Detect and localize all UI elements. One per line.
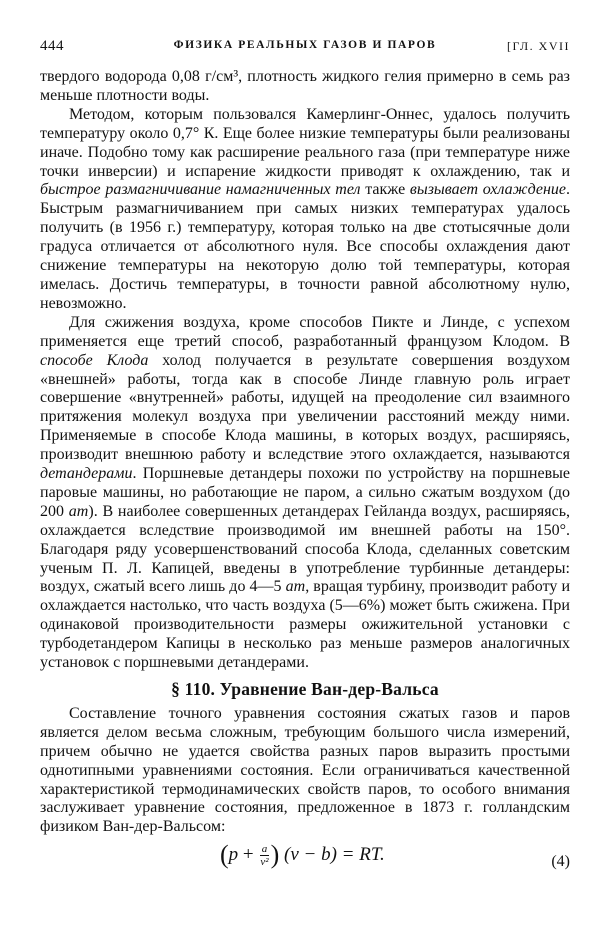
page-body bbox=[40, 68, 570, 881]
text-span: Для сжижения воздуха, кроме способов Пикте и Линде, с успехом применяется еще третий способ, разработанный французом Клодом. В bbox=[40, 313, 570, 350]
eq-rhs: = RT. bbox=[341, 844, 385, 866]
italic-unit: ат bbox=[285, 578, 306, 596]
eq-numerator: a bbox=[261, 843, 268, 856]
eq-p: p bbox=[228, 844, 239, 866]
open-paren: ( bbox=[220, 840, 229, 870]
text-span: также bbox=[360, 181, 410, 199]
paragraph-van-der-waals: Составление точного уравнения состояния сжатых газов и паров является делом весьма сложным, требующим большого числа измерений, причем обычно не удается свойства разных паров выразить простыми однотипными уравнениями состояния. Если ограничиваться качественной характеристикой термодинамических свойств паров, то особого внимания заслуживает уравнение состояния, предложенное в 1873 г. голландским физиком Ван-дер-Вальсом: bbox=[40, 704, 570, 836]
page-number: 444 bbox=[40, 38, 64, 54]
paragraph-continuation: твердого водорода 0,08 г/см³, плотность жидкого гелия примерно в семь раз меньше плотности воды. bbox=[40, 68, 570, 104]
text-span: , вращая турбину, производит работу и охлаждается настолько, что часть воздуха (5—6%) может быть сжижена. При одинаковой производительности размеры ожижительной установки с турбодетандером Капицы в несколько раз меньше размеров аналогичных установок с поршневыми детандерами. bbox=[40, 578, 571, 672]
running-head bbox=[40, 38, 570, 58]
eq-fraction bbox=[260, 843, 268, 868]
italic-unit: ат bbox=[68, 502, 89, 520]
paragraph-claude-method bbox=[40, 314, 570, 673]
italic-term: способе Клода bbox=[40, 351, 149, 369]
section-heading: § 110. Уравнение Ван-дер-Вальса bbox=[171, 679, 439, 699]
equation-number: (4) bbox=[551, 853, 570, 871]
text-span: ). В наиболее совершенных детандерах Гейланда воздух, расширяясь, охлаждается вследствие производимой им внешней работы на 150°. Благодаря ряду усовершенствований способа Клода, сделанных советским ученым П. Л. Капицей, введены в употребление турбинные детандеры: воздух, сжатый всего лишь до 4—5 bbox=[40, 502, 571, 596]
text-span: холод получается в результате совершения воздухом «внешней» работы, тогда как в способе Линде главную роль играет совершение «внутренней» работы, идущей на преодоление сил взаимного притяжения молекул воздуха при увеличении расстояний между ними. Применяемые в способе Клода машины, в которых воздух, расширяясь, производит внешнюю работу и вследствие этого охлаждается, называются bbox=[40, 351, 571, 464]
eq-plus: + bbox=[242, 844, 254, 866]
italic-term: вызывает охлаждение bbox=[409, 181, 566, 199]
italic-term: быстрое размагничивание намагниченных тел bbox=[40, 181, 361, 199]
chapter-label: [ГЛ. XVII bbox=[507, 39, 570, 53]
close-paren: ) bbox=[270, 840, 280, 870]
eq-denominator: v² bbox=[260, 856, 269, 869]
text-span: Методом, которым пользовался Камерлинг-Оннес, удалось получить температуру около 0,7° К. Еще более низкие температуры были реализованы иначе. Подобно тому как расширение реального газа (при температуре ниже точки инверсии) и испарение жидкости приводят к охлаждению, так и bbox=[40, 105, 570, 180]
eq-v-minus-b: (v − b) bbox=[284, 844, 337, 866]
italic-term: детандерами bbox=[40, 465, 133, 483]
van-der-waals-equation bbox=[220, 840, 385, 870]
equation-row bbox=[40, 841, 570, 881]
text-span: . Быстрым размагничиванием при самых низких температурах удалось получить (в 1956 г.) температуру, которая только на две стотысячные доли градуса отличается от абсолютного нуля. Все способы охлаждения дают снижение температуры на некоторую долю той температуры, которая имелась. Достичь температуры, в точности равной абсолютному нулю, невозможно. bbox=[40, 181, 570, 312]
paragraph-kamerlingh-onnes bbox=[40, 106, 570, 314]
text-span: . Поршневые детандеры похожи по устройству на поршневые паровые машины, но работающие не паром, а сильно сжатым воздухом (до 200 bbox=[40, 465, 570, 520]
running-title: ФИЗИКА РЕАЛЬНЫХ ГАЗОВ И ПАРОВ bbox=[173, 39, 437, 51]
